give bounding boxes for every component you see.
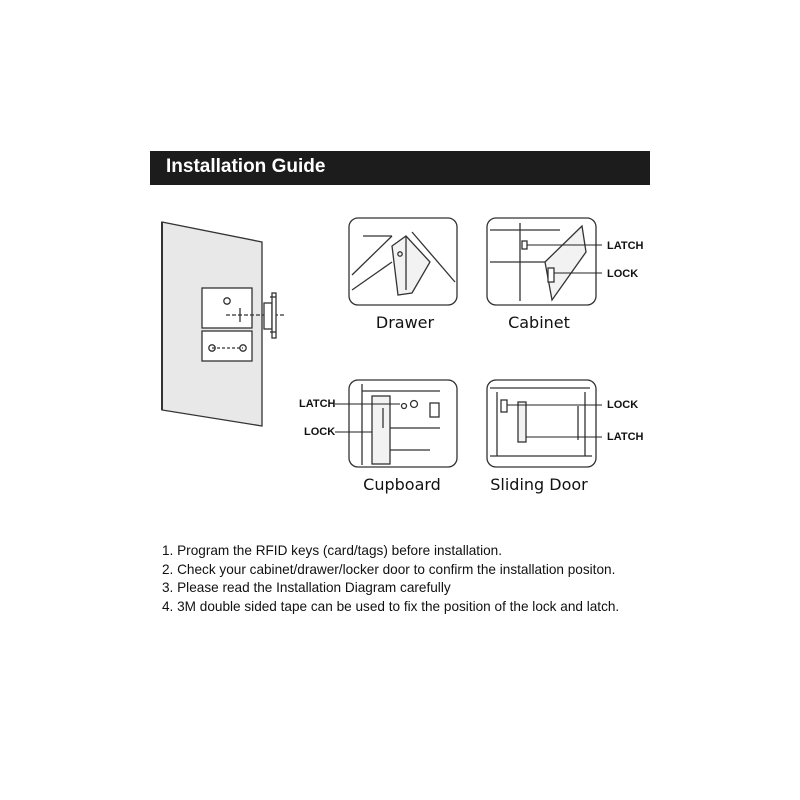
cupboard-latch-label: LATCH (299, 398, 336, 410)
cabinet-illustration (487, 218, 602, 305)
page-title: Installation Guide (166, 156, 326, 177)
cabinet-latch-label: LATCH (607, 240, 644, 252)
cupboard-lock-label: LOCK (304, 426, 336, 438)
sliding-door-caption: Sliding Door (490, 475, 588, 494)
cupboard-caption: Cupboard (363, 475, 441, 494)
drawer-illustration (349, 218, 457, 305)
instruction-item: 4. 3M double sided tape can be used to fix the position of the lock and latch. (162, 598, 620, 614)
cupboard-illustration (335, 380, 457, 467)
cabinet-lock-label: LOCK (607, 268, 639, 280)
cabinet-caption: Cabinet (508, 313, 570, 332)
instruction-item: 2. Check your cabinet/drawer/locker door to confirm the installation positon. (162, 561, 616, 577)
drawer-caption: Drawer (375, 313, 435, 332)
door-panel-illustration (162, 222, 284, 426)
sliding-door-latch-label: LATCH (607, 431, 644, 443)
instruction-item: 3. Please read the Installation Diagram carefully (162, 580, 451, 595)
sliding-door-lock-label: LOCK (607, 399, 639, 411)
sliding-door-illustration (487, 380, 602, 467)
instruction-item: 1. Program the RFID keys (card/tags) before installation. (162, 543, 502, 558)
instruction-list (162, 542, 662, 616)
